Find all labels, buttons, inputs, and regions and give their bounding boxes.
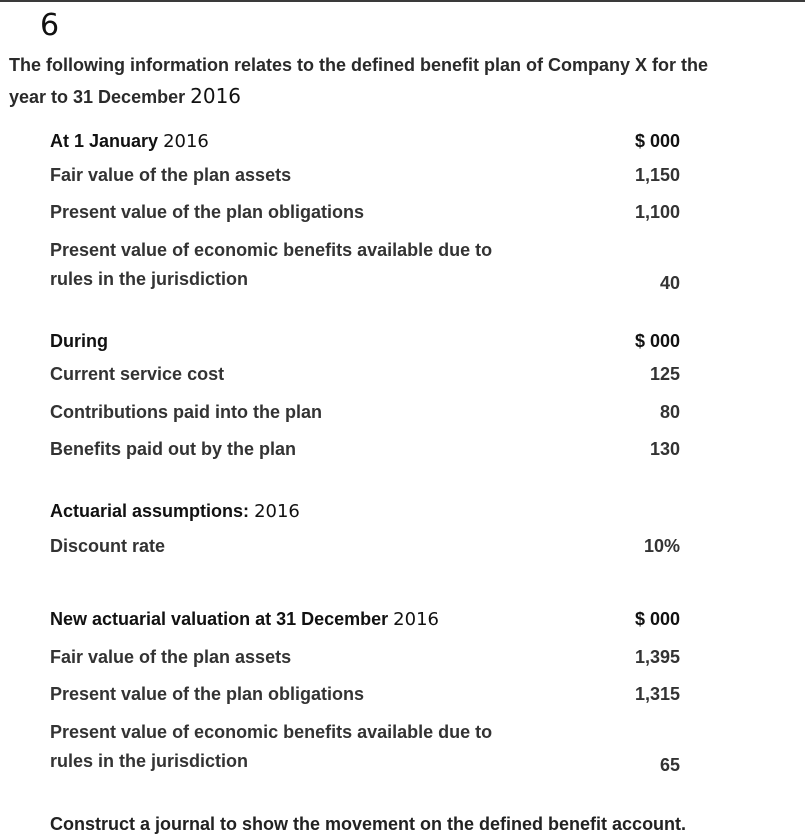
opening-unit: $ 000	[634, 131, 680, 151]
opening-row-value: 1,100	[634, 202, 680, 222]
instruction-text: Construct a journal to show the movement on the defined benefit account.	[50, 814, 687, 834]
opening-heading-text: At 1 January	[50, 131, 159, 151]
closing-row-label: Present value of the plan obligations	[50, 684, 365, 704]
closing-row-label-line2: rules in the jurisdiction	[50, 751, 249, 771]
intro-line-1: The following information relates to the defined benefit plan of Company X for the	[9, 55, 709, 75]
intro-line-2	[9, 84, 241, 108]
during-row-value: 130	[649, 439, 680, 459]
top-rule	[0, 0, 805, 2]
closing-row-value: 1,395	[634, 647, 680, 667]
closing-heading	[50, 609, 439, 630]
opening-row-label: Present value of the plan obligations	[50, 202, 365, 222]
during-row-label: Benefits paid out by the plan	[50, 439, 297, 459]
during-row-label: Contributions paid into the plan	[50, 402, 322, 422]
during-row-label: Current service cost	[50, 364, 225, 384]
closing-row-label-line1: Present value of economic benefits available due to	[50, 722, 493, 742]
during-row-value: 80	[659, 402, 680, 422]
intro-line-2-text: year to 31 December	[9, 87, 186, 107]
opening-row-label-line1: Present value of economic benefits available due to	[50, 240, 493, 260]
closing-row-value: 65	[659, 755, 680, 775]
opening-row-label: Fair value of the plan assets	[50, 165, 292, 185]
during-row-value: 125	[649, 364, 680, 384]
closing-row-value: 1,315	[634, 684, 680, 704]
opening-heading	[50, 131, 209, 152]
closing-heading-text: New actuarial valuation at 31 December	[50, 609, 389, 629]
intro-year: 2016	[190, 84, 242, 108]
opening-row-value: 40	[659, 273, 680, 293]
assumptions-heading	[50, 501, 300, 522]
assumptions-heading-text: Actuarial assumptions:	[50, 501, 250, 521]
closing-year: 2016	[393, 609, 439, 630]
opening-row-value: 1,150	[634, 165, 680, 185]
question-number: 6	[40, 8, 60, 43]
assumptions-year: 2016	[254, 501, 300, 522]
opening-year: 2016	[163, 131, 209, 152]
assumptions-row-value: 10%	[643, 536, 680, 556]
during-heading: During	[50, 331, 108, 351]
opening-row-label-line2: rules in the jurisdiction	[50, 269, 249, 289]
closing-unit: $ 000	[634, 609, 680, 629]
closing-row-label: Fair value of the plan assets	[50, 647, 292, 667]
assumptions-row-label: Discount rate	[50, 536, 166, 556]
during-unit: $ 000	[634, 331, 680, 351]
